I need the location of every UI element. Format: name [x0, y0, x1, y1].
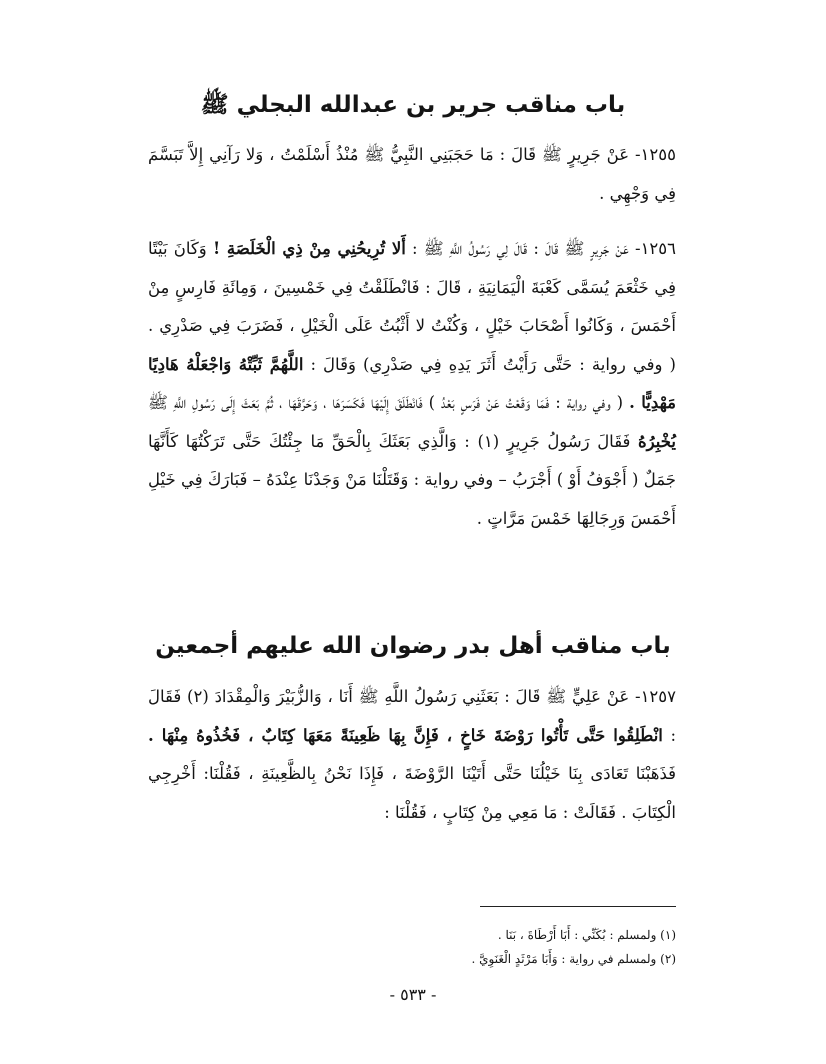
footnote-1: (١) ولمسلم : بُكَنِّي : أَبَا أَرْطَاةَ ، بَنَا .: [497, 928, 676, 942]
hadith-text: عَنْ عَلِيٍّ ﷺ قَالَ : بَعَثَنِي رَسُولُ اللَّهِ ﷺ أَنَا ، وَالزُّبَيْرَ وَالْمِقْدَادَ: [208, 687, 635, 706]
prophet-quote: انْطَلِقُوا حَتَّى تَأْتُوا رَوْضَةَ خَاخٍ ، فَإِنَّ بِهَا ظَعِينَةً مَعَهَا كِتَابٌ ، فَخُذُوهُ مِنْهَا .: [148, 725, 663, 745]
footnote-2: (٢) ولمسلم في رواية : وَأَبَا مَرْثَدٍ الْغَنَوِيَّ .: [471, 952, 676, 966]
prophet-quote: اللَّهُمَّ ثَبِّتْهُ وَاجْعَلْهُ هَادِيًا مَهْدِيًّا .: [148, 354, 677, 412]
page-number: - ٥٣٣ -: [389, 985, 437, 1004]
hadith-text: : وَالَّذِي بَعَثَكَ بِالْحَقِّ مَا جِئْتُكَ حَتَّى تَرَكْتُهَا كَأَنَّهَا جَمَلٌ ( أَجْوَفُ أَوْ ) أَجْرَبُ – وفي رواية : وَقَتَلْنَا مَنْ وَجَدْنَا عِنْدَهُ – فَبَارَكَ فِي خَيْلِ أَحْمَسَ وَرِجَالِهَا خَمْسَ مَرَّاتٍ .: [148, 431, 676, 528]
prophet-quote: يُخْبِرُهُ: [638, 431, 676, 451]
hadith-1257: [148, 678, 676, 832]
chapter-heading-badr: باب مناقب أهل بدر رضوان الله عليهم أجمعين: [155, 633, 671, 659]
hadith-1256: [148, 230, 676, 538]
hadith-text: وَكَانَ بَيْتًا فِي خَثْعَمَ يُسَمَّى كَعْبَةَ الْيَمَانِيَةِ ، قَالَ : فَانْطَلَقْتُ فِي خَمْسِينَ ، وَمِائَةِ فَارِسٍ مِنْ أَحْمَسَ ، وَكَانُوا أَصْحَابَ خَيْلٍ ، وَكُنْتُ لا أَثْبُتُ عَلَى الْخَيْلِ ، فَضَرَبَ فِي صَدْرِي . ( وفي رواية : حَتَّى رَأَيْتُ أَثَرَ يَدِهِ فِي صَدْرِي) وَقَالَ :: [148, 239, 676, 374]
hadith-number: ١٢٥٧-: [634, 687, 677, 706]
hadith-text: فَقَالَ رَسُولُ جَرِيرٍ: [499, 431, 639, 451]
hadith-text: عَنْ جَرِيرٍ ﷺ قَالَ : مَا حَجَبَنِي النَّبِيُّ ﷺ مُنْذُ أَسْلَمْتُ ، وَلا رَآنِي إِلاَّ تَبَسَّمَ فِي وَجْهِي .: [148, 145, 676, 203]
prophet-quote: أَلا تُرِيحُنِي مِنْ ذِي الْخَلَصَةِ !: [212, 239, 406, 258]
hadith-text: عَنْ جَرِيرٍ ﷺ قَالَ : قَالَ لِي رَسُولُ اللَّهِ ﷺ :: [405, 239, 635, 258]
hadith-text: فَقَالَ :: [148, 687, 676, 745]
footnote-separator: [480, 906, 676, 907]
footnote-reference: (٢): [187, 687, 209, 706]
hadith-number: ١٢٥٦-: [634, 239, 677, 258]
chapter-heading-jarir: باب مناقب جرير بن عبدالله البجلي ﷺ: [200, 92, 626, 118]
hadith-text: فَذَهَبْنَا تَعَادَى بِنَا خَيْلُنَا حَتَّى أَتَيْنَا الرَّوْضَةَ ، فَإِذَا نَحْنُ بِالظَّعِينَةِ ، فَقُلْنَا: أَخْرِجِي الْكِتَابَ . فَقَالَتْ : مَا مَعِي مِنْ كِتَابٍ ، فَقُلْنَا :: [148, 764, 676, 822]
hadith-text: ( وفي رواية : فَمَا وَقَعْتُ عَنْ فَرَسٍ بَعْدُ ) فَانْطَلَقَ إِلَيْهَا فَكَسَرَهَا ، وَحَرَّقَهَا ، ثُمَّ بَعَثَ إِلَى رَسُولِ اللَّهِ ﷺ: [148, 393, 630, 412]
footnote-reference: (١): [477, 431, 500, 451]
hadith-number: ١٢٥٥-: [634, 145, 676, 164]
hadith-1255: [148, 136, 676, 213]
